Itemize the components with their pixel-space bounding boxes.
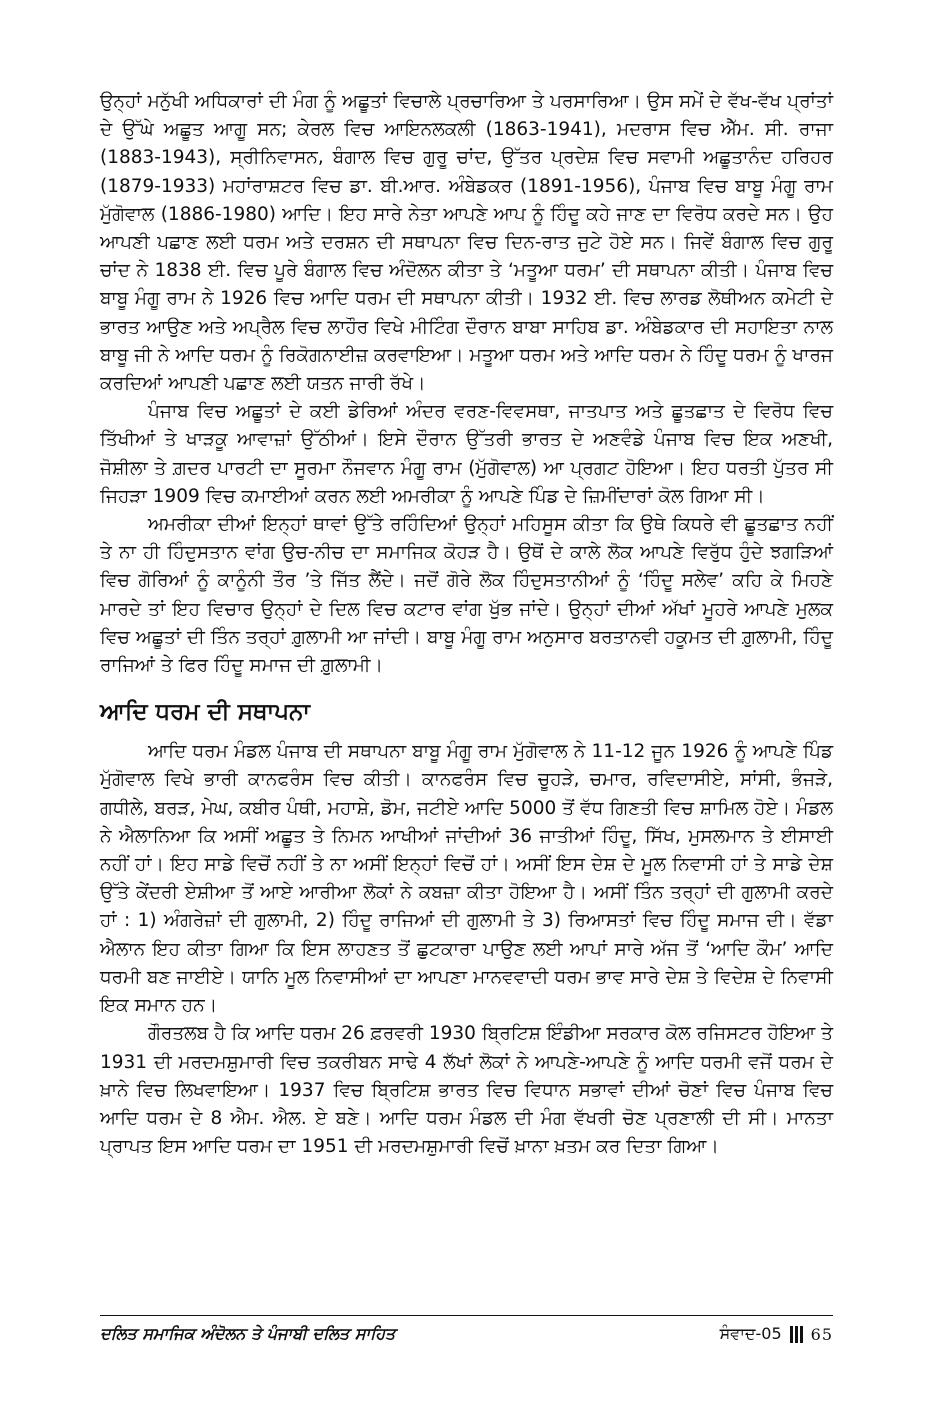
page-content (100, 88, 833, 1161)
paragraph: ਆਦਿ ਧਰਮ ਮੰਡਲ ਪੰਜਾਬ ਦੀ ਸਥਾਪਨਾ ਬਾਬੂ ਮੰਗੂ ਰਾਮ ਮੁੱਗੋਵਾਲ ਨੇ 11-12 ਜੂਨ 1926 ਨੂੰ ਆਪਣੇ ਪਿੰਡ ਮੁੱਗੋਵਾਲ ਵਿਖੇ ਭਾਰੀ ਕਾਨਫਰੰਸ ਵਿਚ ਕੀਤੀ। ਕਾਨਫਰੰਸ ਵਿਚ ਚੂਹੜੇ, ਚਮਾਰ, ਰਵਿਦਾਸੀਏ, ਸਾਂਸੀ, ਭੰਜੜੇ, ਗਧੀਲੇ, ਬਰੜ, ਮੇਘ, ਕਬੀਰ ਪੰਥੀ, ਮਹਾਸ਼ੇ, ਡੋਮ, ਜਟੀਏ ਆਦਿ 5000 ਤੋਂ ਵੱਧ ਗਿਣਤੀ ਵਿਚ ਸ਼ਾਮਿਲ ਹੋਏ। ਮੰਡਲ ਨੇ ਐਲਾਨਿਆ ਕਿ ਅਸੀਂ ਅਛੂਤ ਤੇ ਨਿਮਨ ਆਖੀਆਂ ਜਾਂਦੀਆਂ 36 ਜਾਤੀਆਂ ਹਿੰਦੂ, ਸਿੱਖ, ਮੁਸਲਮਾਨ ਤੇ ਈਸਾਈ ਨਹੀਂ ਹਾਂ। ਇਹ ਸਾਡੇ ਵਿਚੋਂ ਨਹੀਂ ਤੇ ਨਾ ਅਸੀਂ ਇਨ੍ਹਾਂ ਵਿਚੋਂ ਹਾਂ। ਅਸੀਂ ਇਸ ਦੇਸ਼ ਦੇ ਮੂਲ ਨਿਵਾਸੀ ਹਾਂ ਤੇ ਸਾਡੇ ਦੇਸ਼ ਉੱਤੇ ਕੇਂਦਰੀ ਏਸ਼ੀਆ ਤੋਂ ਆਏ ਆਰੀਆ ਲੋਕਾਂ ਨੇ ਕਬਜ਼ਾ ਕੀਤਾ ਹੋਇਆ ਹੈ। ਅਸੀਂ ਤਿੰਨ ਤਰ੍ਹਾਂ ਦੀ ਗੁਲਾਮੀ ਕਰਦੇ ਹਾਂ : 1) ਅੰਗਰੇਜ਼ਾਂ ਦੀ ਗੁਲਾਮੀ, 2) ਹਿੰਦੂ ਰਾਜਿਆਂ ਦੀ ਗੁਲਾਮੀ ਤੇ 3) ਰਿਆਸਤਾਂ ਵਿਚ ਹਿੰਦੂ ਸਮਾਜ ਦੀ। ਵੱਡਾ ਐਲਾਨ ਇਹ ਕੀਤਾ ਗਿਆ ਕਿ ਇਸ ਲਾਹਣਤ ਤੋਂ ਛੁਟਕਾਰਾ ਪਾਉਣ ਲਈ ਆਪਾਂ ਸਾਰੇ ਅੱਜ ਤੋਂ ‘ਆਦਿ ਕੌਮ’ ਆਦਿ ਧਰਮੀ ਬਣ ਜਾਈਏ। ਯਾਨਿ ਮੂਲ ਨਿਵਾਸੀਆਂ ਦਾ ਆਪਣਾ ਮਾਨਵਵਾਦੀ ਧਰਮ ਭਾਵ ਸਾਰੇ ਦੇਸ਼ ਤੇ ਵਿਦੇਸ਼ ਦੇ ਨਿਵਾਸੀ ਇਕ ਸਮਾਨ ਹਨ। (100, 741, 833, 1017)
footer-book-title: ਦਲਿਤ ਸਮਾਜਿਕ ਅੰਦੋਲਨ ਤੇ ਪੰਜਾਬੀ ਦਲਿਤ ਸਾਹਿਤ (100, 1324, 396, 1343)
paragraph: ਅਮਰੀਕਾ ਦੀਆਂ ਇਨ੍ਹਾਂ ਥਾਵਾਂ ਉੱਤੇ ਰਹਿੰਦਿਆਂ ਉਨ੍ਹਾਂ ਮਹਿਸੂਸ ਕੀਤਾ ਕਿ ਉਥੇ ਕਿਧਰੇ ਵੀ ਛੂਤਛਾਤ ਨਹੀਂ ਤੇ ਨਾ ਹੀ ਹਿੰਦੁਸਤਾਨ ਵਾਂਗ ਉਚ-ਨੀਚ ਦਾ ਸਮਾਜਿਕ ਕੋਹੜ ਹੈ। ਉਥੋਂ ਦੇ ਕਾਲੇ ਲੋਕ ਆਪਣੇ ਵਿਰੁੱਧ ਹੁੰਦੇ ਝਗੜਿਆਂ ਵਿਚ ਗੋਰਿਆਂ ਨੂੰ ਕਾਨੂੰਨੀ ਤੌਰ ’ਤੇ ਜਿੱਤ ਲੈਂਦੇ। ਜਦੋਂ ਗੋਰੇ ਲੋਕ ਹਿੰਦੁਸਤਾਨੀਆਂ ਨੂੰ ‘ਹਿੰਦੂ ਸਲੇਵ’ ਕਹਿ ਕੇ ਮਿਹਣੇ ਮਾਰਦੇ ਤਾਂ ਇਹ ਵਿਚਾਰ ਉਨ੍ਹਾਂ ਦੇ ਦਿਲ ਵਿਚ ਕਟਾਰ ਵਾਂਗ ਖੁੱਭ ਜਾਂਦੇ। ਉਨ੍ਹਾਂ ਦੀਆਂ ਅੱਖਾਂ ਮੂਹਰੇ ਆਪਣੇ ਮੁਲਕ ਵਿਚ ਅਛੂਤਾਂ ਦੀ ਤਿੰਨ ਤਰ੍ਹਾਂ ਗ਼ੁਲਾਮੀ ਆ ਜਾਂਦੀ। ਬਾਬੂ ਮੰਗੂ ਰਾਮ ਅਨੁਸਾਰ ਬਰਤਾਨਵੀ ਹਕੂਮਤ ਦੀ ਗ਼ੁਲਾਮੀ, ਹਿੰਦੂ ਰਾਜਿਆਂ ਤੇ ਫਿਰ ਹਿੰਦੂ ਸਮਾਜ ਦੀ ਗ਼ੁਲਾਮੀ। (100, 514, 833, 677)
footer-page-info (720, 1324, 833, 1344)
paragraph: ਪੰਜਾਬ ਵਿਚ ਅਛੂਤਾਂ ਦੇ ਕਈ ਡੇਰਿਆਂ ਅੰਦਰ ਵਰਣ-ਵਿਵਸਥਾ, ਜਾਤਪਾਤ ਅਤੇ ਛੂਤਛਾਤ ਦੇ ਵਿਰੋਧ ਵਿਚ ਤਿੱਖੀਆਂ ਤੇ ਖਾੜਕੂ ਆਵਾਜ਼ਾਂ ਉੱਠੀਆਂ। ਇਸੇ ਦੌਰਾਨ ਉੱਤਰੀ ਭਾਰਤ ਦੇ ਅਣਵੰਡੇ ਪੰਜਾਬ ਵਿਚ ਇਕ ਅਣਖੀ, ਜੋਸ਼ੀਲਾ ਤੇ ਗ਼ਦਰ ਪਾਰਟੀ ਦਾ ਸੂਰਮਾ ਨੌਜਵਾਨ ਮੰਗੂ ਰਾਮ (ਮੁੱਗੋਵਾਲ) ਆ ਪ੍ਰਗਟ ਹੋਇਆ। ਇਹ ਧਰਤੀ ਪੁੱਤਰ ਸੀ ਜਿਹੜਾ 1909 ਵਿਚ ਕਮਾਈਆਂ ਕਰਨ ਲਈ ਅਮਰੀਕਾ ਨੂੰ ਆਪਣੇ ਪਿੰਡ ਦੇ ਜ਼ਿਮੀਂਦਾਰਾਂ ਕੋਲ ਗਿਆ ਸੀ। (100, 401, 833, 507)
paragraph: ਗੌਰਤਲਬ ਹੈ ਕਿ ਆਦਿ ਧਰਮ 26 ਫ਼ਰਵਰੀ 1930 ਬ੍ਰਿਟਿਸ਼ ਇੰਡੀਆ ਸਰਕਾਰ ਕੋਲ ਰਜਿਸਟਰ ਹੋਇਆ ਤੇ 1931 ਦੀ ਮਰਦਮਸ਼ੁਮਾਰੀ ਵਿਚ ਤਕਰੀਬਨ ਸਾਢੇ 4 ਲੱਖਾਂ ਲੋਕਾਂ ਨੇ ਆਪਣੇ-ਆਪਣੇ ਨੂੰ ਆਦਿ ਧਰਮੀ ਵਜੋਂ ਧਰਮ ਦੇ ਖ਼ਾਨੇ ਵਿਚ ਲਿਖਵਾਇਆ। 1937 ਵਿਚ ਬ੍ਰਿਟਿਸ਼ ਭਾਰਤ ਵਿਚ ਵਿਧਾਨ ਸਭਾਵਾਂ ਦੀਆਂ ਚੋਣਾਂ ਵਿਚ ਪੰਜਾਬ ਵਿਚ ਆਦਿ ਧਰਮ ਦੇ 8 ਐਮ. ਐਲ. ਏ ਬਣੇ। ਆਦਿ ਧਰਮ ਮੰਡਲ ਦੀ ਮੰਗ ਵੱਖਰੀ ਚੋਣ ਪ੍ਰਣਾਲੀ ਦੀ ਸੀ। ਮਾਨਤਾ ਪ੍ਰਾਪਤ ਇਸ ਆਦਿ ਧਰਮ ਦਾ 1951 ਦੀ ਮਰਦਮਸ਼ੁਮਾਰੀ ਵਿਚੋਂ ਖ਼ਾਨਾ ਖ਼ਤਮ ਕਰ ਦਿਤਾ ਗਿਆ। (100, 1023, 833, 1158)
page-footer (100, 1315, 833, 1344)
divider-bars-icon (790, 1326, 803, 1343)
section-heading: ਆਦਿ ਧਰਮ ਦੀ ਸਥਾਪਨਾ (100, 699, 310, 726)
footer-series: ਸੰਵਾਦ-05 (719, 1324, 782, 1343)
page-number: 65 (810, 1324, 833, 1344)
paragraph: ਉਨ੍ਹਾਂ ਮਨੁੱਖੀ ਅਧਿਕਾਰਾਂ ਦੀ ਮੰਗ ਨੂੰ ਅਛੂਤਾਂ ਵਿਚਾਲੇ ਪ੍ਰਚਾਰਿਆ ਤੇ ਪਰਸਾਰਿਆ। ਉਸ ਸਮੇਂ ਦੇ ਵੱਖ-ਵੱਖ ਪ੍ਰਾਂਤਾਂ ਦੇ ਉੱਘੇ ਅਛੂਤ ਆਗੂ ਸਨ; ਕੇਰਲ ਵਿਚ ਆਇਨਲਕਲੀ (1863-1941), ਮਦਰਾਸ ਵਿਚ ਐੱਮ. ਸੀ. ਰਾਜਾ (1883-1943), ਸ੍ਰੀਨਿਵਾਸਨ, ਬੰਗਾਲ ਵਿਚ ਗੁਰੂ ਚਾਂਦ, ਉੱਤਰ ਪ੍ਰਦੇਸ਼ ਵਿਚ ਸਵਾਮੀ ਅਛੂਤਾਨੰਦ ਹਰਿਹਰ (1879-1933) ਮਹਾਂਰਾਸ਼ਟਰ ਵਿਚ ਡਾ. ਬੀ.ਆਰ. ਅੰਬੇਡਕਰ (1891-1956), ਪੰਜਾਬ ਵਿਚ ਬਾਬੂ ਮੰਗੂ ਰਾਮ ਮੁੱਗੋਵਾਲ (1886-1980) ਆਦਿ। ਇਹ ਸਾਰੇ ਨੇਤਾ ਆਪਣੇ ਆਪ ਨੂੰ ਹਿੰਦੂ ਕਹੇ ਜਾਣ ਦਾ ਵਿਰੋਧ ਕਰਦੇ ਸਨ। ਉਹ ਆਪਣੀ ਪਛਾਣ ਲਈ ਧਰਮ ਅਤੇ ਦਰਸ਼ਨ ਦੀ ਸਥਾਪਨਾ ਵਿਚ ਦਿਨ-ਰਾਤ ਜੁਟੇ ਹੋਏ ਸਨ। ਜਿਵੇਂ ਬੰਗਾਲ ਵਿਚ ਗੁਰੂ ਚਾਂਦ ਨੇ 1838 ਈ. ਵਿਚ ਪੂਰੇ ਬੰਗਾਲ ਵਿਚ ਅੰਦੋਲਨ ਕੀਤਾ ਤੇ ‘ਮਤੂਆ ਧਰਮ’ ਦੀ ਸਥਾਪਨਾ ਕੀਤੀ। ਪੰਜਾਬ ਵਿਚ ਬਾਬੂ ਮੰਗੂ ਰਾਮ ਨੇ 1926 ਵਿਚ ਆਦਿ ਧਰਮ ਦੀ ਸਥਾਪਨਾ ਕੀਤੀ। 1932 ਈ. ਵਿਚ ਲਾਰਡ ਲੋਥੀਅਨ ਕਮੇਟੀ ਦੇ ਭਾਰਤ ਆਉਣ ਅਤੇ ਅਪ੍ਰੈਲ ਵਿਚ ਲਾਹੌਰ ਵਿਖੇ ਮੀਟਿੰਗ ਦੌਰਾਨ ਬਾਬਾ ਸਾਹਿਬ ਡਾ. ਅੰਬੇਡਕਾਰ ਦੀ ਸਹਾਇਤਾ ਨਾਲ ਬਾਬੂ ਜੀ ਨੇ ਆਦਿ ਧਰਮ ਨੂੰ ਰਿਕੋਗਨਾਈਜ਼ ਕਰਵਾਇਆ। ਮਤੂਆ ਧਰਮ ਅਤੇ ਆਦਿ ਧਰਮ ਨੇ ਹਿੰਦੂ ਧਰਮ ਨੂੰ ਖਾਰਜ ਕਰਦਿਆਂ ਆਪਣੀ ਪਛਾਣ ਲਈ ਯਤਨ ਜਾਰੀ ਰੱਖੇ। (100, 91, 833, 395)
